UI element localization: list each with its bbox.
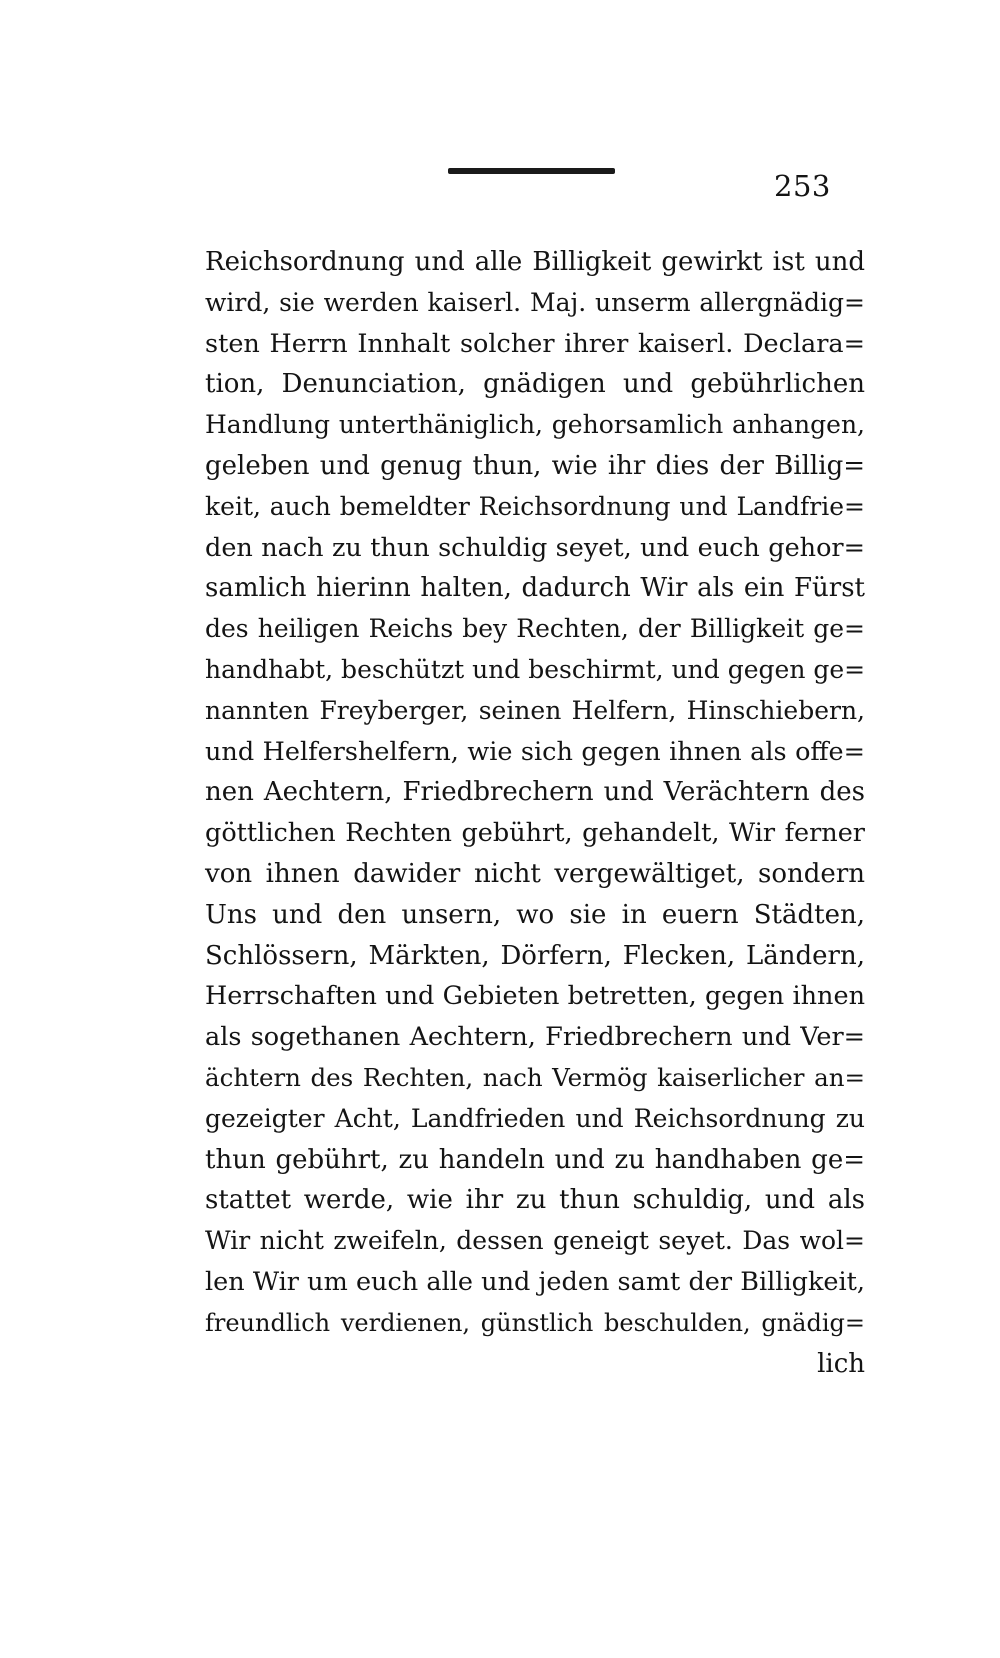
text-line: gezeigter Acht, Landfrieden und Reichsordnung zu	[205, 1103, 865, 1133]
text-line: geleben und genug thun, wie ihr dies der Billig=	[205, 450, 865, 481]
text-line: thun gebührt, zu handeln und zu handhaben ge=	[205, 1144, 865, 1175]
text-line: len Wir um euch alle und jeden samt der Billigkeit,	[205, 1266, 865, 1297]
catchword-line: lich	[817, 1348, 865, 1379]
text-line: von ihnen dawider nicht vergewältiget, sondern	[205, 858, 865, 889]
text-line: tion, Denunciation, gnädigen und gebührlichen	[205, 369, 865, 400]
header-rule	[448, 168, 615, 174]
text-line: stattet werde, wie ihr zu thun schuldig, und als	[205, 1185, 865, 1216]
page-number: 253	[774, 169, 831, 203]
text-line: Herrschaften und Gebieten betretten, gegen ihnen	[205, 981, 865, 1012]
text-line: ächtern des Rechten, nach Vermög kaiserlicher an=	[205, 1062, 865, 1092]
body-text	[205, 242, 865, 1384]
text-line: nannten Freyberger, seinen Helfern, Hinschiebern,	[205, 695, 865, 725]
text-line: Uns und den unsern, wo sie in euern Städten,	[205, 899, 865, 930]
text-line: Wir nicht zweifeln, dessen geneigt seyet. Das wol=	[205, 1226, 865, 1256]
text-line: samlich hierinn halten, dadurch Wir als ein Fürst	[205, 573, 865, 604]
text-line: handhabt, beschützt und beschirmt, und gegen ge=	[205, 654, 866, 684]
text-line: nen Aechtern, Friedbrechern und Verächtern des	[205, 777, 865, 808]
text-line: sten Herrn Innhalt solcher ihrer kaiserl. Declara=	[205, 328, 865, 359]
text-line: göttlichen Rechten gebührt, gehandelt, Wir ferner	[205, 818, 865, 849]
text-line: Reichsordnung und alle Billigkeit gewirkt ist und	[205, 247, 865, 277]
text-line: als sogethanen Aechtern, Friedbrechern und Ver=	[205, 1022, 865, 1053]
text-line: Schlössern, Märkten, Dörfern, Flecken, Ländern,	[205, 940, 865, 971]
text-line: den nach zu thun schuldig seyet, und euch gehor=	[205, 532, 865, 563]
text-line: freundlich verdienen, günstlich beschulden, gnädig=	[205, 1308, 865, 1337]
text-line: des heiligen Reichs bey Rechten, der Billigkeit ge=	[205, 614, 865, 644]
text-line: keit, auch bemeldter Reichsordnung und Landfrie=	[205, 491, 865, 521]
text-line: Handlung unterthäniglich, gehorsamlich anhangen,	[205, 410, 865, 440]
text-line: wird, sie werden kaiserl. Maj. unserm allergnädig=	[205, 287, 865, 317]
text-line: und Helfershelfern, wie sich gegen ihnen als offe=	[205, 736, 865, 767]
